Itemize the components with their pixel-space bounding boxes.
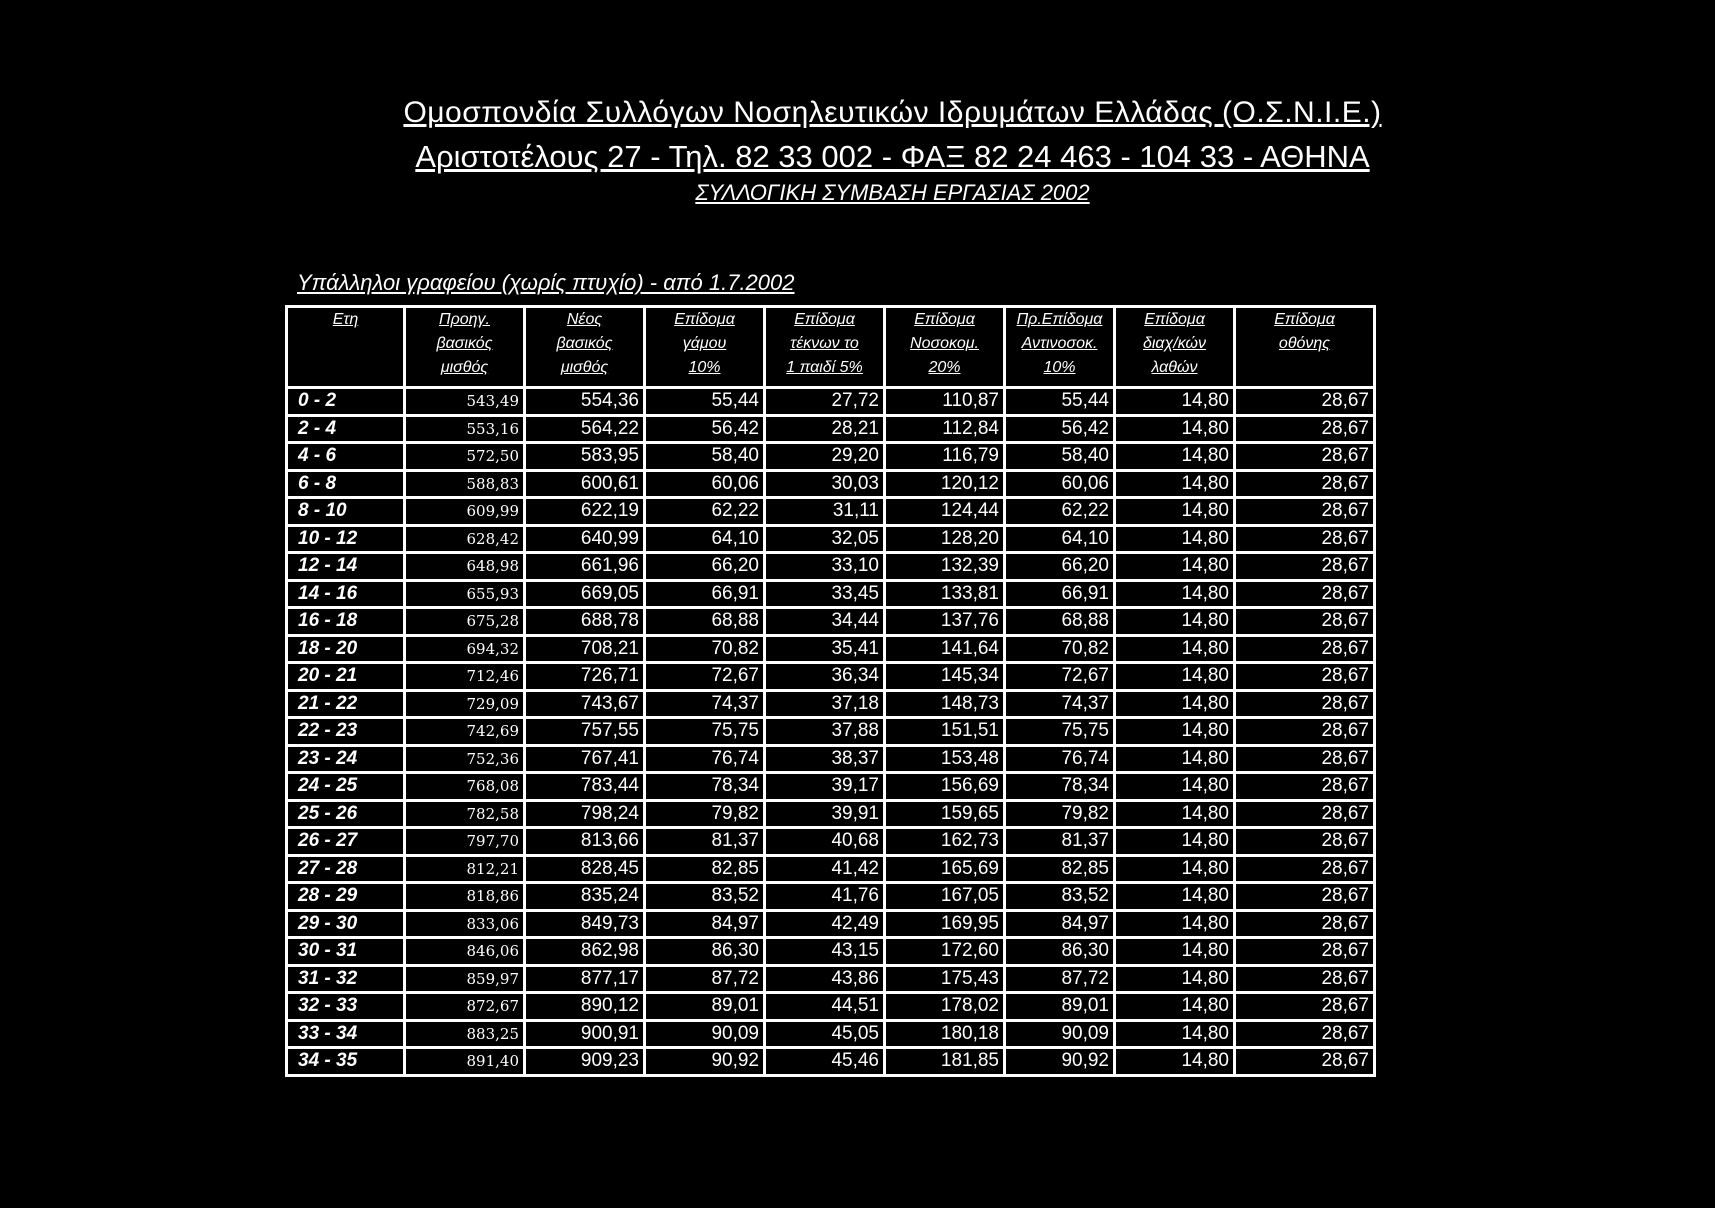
value-cell: 180,18 bbox=[885, 1020, 1005, 1048]
column-header-line: Νοσοκομ. bbox=[910, 335, 979, 352]
value-cell: 712,46 bbox=[405, 663, 525, 691]
value-cell: 162,73 bbox=[885, 828, 1005, 856]
value-cell: 41,76 bbox=[765, 883, 885, 911]
value-cell: 640,99 bbox=[525, 525, 645, 553]
table-row bbox=[287, 800, 1375, 828]
value-cell: 14,80 bbox=[1115, 718, 1235, 746]
value-cell: 148,73 bbox=[885, 690, 1005, 718]
value-cell: 28,67 bbox=[1235, 745, 1375, 773]
value-cell: 90,92 bbox=[1005, 1048, 1115, 1076]
years-cell: 10 - 12 bbox=[287, 525, 405, 553]
value-cell: 28,67 bbox=[1235, 718, 1375, 746]
value-cell: 14,80 bbox=[1115, 883, 1235, 911]
value-cell: 588,83 bbox=[405, 470, 525, 498]
table-row bbox=[287, 1048, 1375, 1076]
column-header-line: Ετη bbox=[332, 311, 359, 328]
column-header-line: Αντινοσοκ. bbox=[1021, 335, 1098, 352]
value-cell: 891,40 bbox=[405, 1048, 525, 1076]
value-cell: 833,06 bbox=[405, 910, 525, 938]
value-cell: 116,79 bbox=[885, 443, 1005, 471]
table-row bbox=[287, 993, 1375, 1021]
value-cell: 86,30 bbox=[645, 938, 765, 966]
value-cell: 38,37 bbox=[765, 745, 885, 773]
value-cell: 28,67 bbox=[1235, 883, 1375, 911]
value-cell: 175,43 bbox=[885, 965, 1005, 993]
value-cell: 797,70 bbox=[405, 828, 525, 856]
value-cell: 694,32 bbox=[405, 635, 525, 663]
table-row bbox=[287, 443, 1375, 471]
value-cell: 40,68 bbox=[765, 828, 885, 856]
value-cell: 68,88 bbox=[1005, 608, 1115, 636]
value-cell: 849,73 bbox=[525, 910, 645, 938]
table-row bbox=[287, 388, 1375, 416]
value-cell: 14,80 bbox=[1115, 1020, 1235, 1048]
value-cell: 62,22 bbox=[645, 498, 765, 526]
value-cell: 859,97 bbox=[405, 965, 525, 993]
column-header-7 bbox=[1115, 307, 1235, 388]
value-cell: 609,99 bbox=[405, 498, 525, 526]
column-header-line: μισθός bbox=[560, 359, 609, 376]
value-cell: 90,09 bbox=[1005, 1020, 1115, 1048]
table-row bbox=[287, 965, 1375, 993]
value-cell: 78,34 bbox=[645, 773, 765, 801]
value-cell: 133,81 bbox=[885, 580, 1005, 608]
column-header-line: 10% bbox=[1043, 359, 1076, 376]
table-row bbox=[287, 773, 1375, 801]
value-cell: 872,67 bbox=[405, 993, 525, 1021]
value-cell: 28,67 bbox=[1235, 938, 1375, 966]
value-cell: 14,80 bbox=[1115, 388, 1235, 416]
value-cell: 28,21 bbox=[765, 415, 885, 443]
years-cell: 23 - 24 bbox=[287, 745, 405, 773]
value-cell: 14,80 bbox=[1115, 580, 1235, 608]
value-cell: 178,02 bbox=[885, 993, 1005, 1021]
value-cell: 90,92 bbox=[645, 1048, 765, 1076]
value-cell: 883,25 bbox=[405, 1020, 525, 1048]
table-row bbox=[287, 690, 1375, 718]
value-cell: 628,42 bbox=[405, 525, 525, 553]
federation-title: Ομοσπονδία Συλλόγων Νοσηλευτικών Ιδρυμάτων Ελλάδας (Ο.Σ.Ν.Ι.Ε.) bbox=[403, 96, 1382, 129]
value-cell: 66,20 bbox=[645, 553, 765, 581]
value-cell: 128,20 bbox=[885, 525, 1005, 553]
years-cell: 2 - 4 bbox=[287, 415, 405, 443]
value-cell: 14,80 bbox=[1115, 635, 1235, 663]
value-cell: 27,72 bbox=[765, 388, 885, 416]
table-row bbox=[287, 828, 1375, 856]
value-cell: 14,80 bbox=[1115, 773, 1235, 801]
value-cell: 726,71 bbox=[525, 663, 645, 691]
years-cell: 0 - 2 bbox=[287, 388, 405, 416]
value-cell: 28,67 bbox=[1235, 388, 1375, 416]
value-cell: 82,85 bbox=[1005, 855, 1115, 883]
value-cell: 14,80 bbox=[1115, 1048, 1235, 1076]
column-header-0 bbox=[287, 307, 405, 388]
value-cell: 66,91 bbox=[645, 580, 765, 608]
years-cell: 26 - 27 bbox=[287, 828, 405, 856]
value-cell: 153,48 bbox=[885, 745, 1005, 773]
value-cell: 58,40 bbox=[1005, 443, 1115, 471]
value-cell: 44,51 bbox=[765, 993, 885, 1021]
value-cell: 890,12 bbox=[525, 993, 645, 1021]
value-cell: 120,12 bbox=[885, 470, 1005, 498]
value-cell: 798,24 bbox=[525, 800, 645, 828]
value-cell: 78,34 bbox=[1005, 773, 1115, 801]
value-cell: 35,41 bbox=[765, 635, 885, 663]
value-cell: 37,18 bbox=[765, 690, 885, 718]
table-row bbox=[287, 938, 1375, 966]
value-cell: 28,67 bbox=[1235, 525, 1375, 553]
value-cell: 813,66 bbox=[525, 828, 645, 856]
column-header-6 bbox=[1005, 307, 1115, 388]
value-cell: 60,06 bbox=[1005, 470, 1115, 498]
value-cell: 28,67 bbox=[1235, 855, 1375, 883]
value-cell: 34,44 bbox=[765, 608, 885, 636]
value-cell: 14,80 bbox=[1115, 855, 1235, 883]
column-header-line: Επίδομα bbox=[914, 311, 975, 328]
years-cell: 14 - 16 bbox=[287, 580, 405, 608]
value-cell: 818,86 bbox=[405, 883, 525, 911]
value-cell: 41,42 bbox=[765, 855, 885, 883]
value-cell: 39,91 bbox=[765, 800, 885, 828]
value-cell: 622,19 bbox=[525, 498, 645, 526]
value-cell: 14,80 bbox=[1115, 690, 1235, 718]
value-cell: 39,17 bbox=[765, 773, 885, 801]
years-cell: 8 - 10 bbox=[287, 498, 405, 526]
value-cell: 33,45 bbox=[765, 580, 885, 608]
value-cell: 14,80 bbox=[1115, 993, 1235, 1021]
column-header-line: λαθών bbox=[1151, 359, 1198, 376]
value-cell: 62,22 bbox=[1005, 498, 1115, 526]
value-cell: 76,74 bbox=[645, 745, 765, 773]
table-row bbox=[287, 635, 1375, 663]
value-cell: 708,21 bbox=[525, 635, 645, 663]
years-cell: 31 - 32 bbox=[287, 965, 405, 993]
value-cell: 36,34 bbox=[765, 663, 885, 691]
column-header-line: μισθός bbox=[440, 359, 489, 376]
years-cell: 33 - 34 bbox=[287, 1020, 405, 1048]
value-cell: 14,80 bbox=[1115, 828, 1235, 856]
value-cell: 28,67 bbox=[1235, 635, 1375, 663]
value-cell: 66,91 bbox=[1005, 580, 1115, 608]
value-cell: 14,80 bbox=[1115, 965, 1235, 993]
value-cell: 89,01 bbox=[645, 993, 765, 1021]
value-cell: 812,21 bbox=[405, 855, 525, 883]
table-row bbox=[287, 498, 1375, 526]
value-cell: 45,05 bbox=[765, 1020, 885, 1048]
column-header-8 bbox=[1235, 307, 1375, 388]
value-cell: 43,86 bbox=[765, 965, 885, 993]
years-cell: 20 - 21 bbox=[287, 663, 405, 691]
value-cell: 33,10 bbox=[765, 553, 885, 581]
value-cell: 165,69 bbox=[885, 855, 1005, 883]
value-cell: 14,80 bbox=[1115, 910, 1235, 938]
value-cell: 58,40 bbox=[645, 443, 765, 471]
value-cell: 729,09 bbox=[405, 690, 525, 718]
value-cell: 75,75 bbox=[1005, 718, 1115, 746]
value-cell: 64,10 bbox=[1005, 525, 1115, 553]
column-header-line: βασικός bbox=[436, 335, 493, 352]
value-cell: 14,80 bbox=[1115, 415, 1235, 443]
column-header-5 bbox=[885, 307, 1005, 388]
years-cell: 4 - 6 bbox=[287, 443, 405, 471]
years-cell: 21 - 22 bbox=[287, 690, 405, 718]
value-cell: 32,05 bbox=[765, 525, 885, 553]
value-cell: 14,80 bbox=[1115, 525, 1235, 553]
years-cell: 27 - 28 bbox=[287, 855, 405, 883]
value-cell: 543,49 bbox=[405, 388, 525, 416]
value-cell: 132,39 bbox=[885, 553, 1005, 581]
value-cell: 757,55 bbox=[525, 718, 645, 746]
value-cell: 743,67 bbox=[525, 690, 645, 718]
value-cell: 554,36 bbox=[525, 388, 645, 416]
value-cell: 28,67 bbox=[1235, 580, 1375, 608]
value-cell: 72,67 bbox=[645, 663, 765, 691]
value-cell: 79,82 bbox=[1005, 800, 1115, 828]
value-cell: 87,72 bbox=[645, 965, 765, 993]
value-cell: 28,67 bbox=[1235, 828, 1375, 856]
value-cell: 43,15 bbox=[765, 938, 885, 966]
value-cell: 572,50 bbox=[405, 443, 525, 471]
value-cell: 669,05 bbox=[525, 580, 645, 608]
column-header-line: Επίδομα bbox=[794, 311, 855, 328]
column-header-line: βασικός bbox=[556, 335, 613, 352]
years-cell: 28 - 29 bbox=[287, 883, 405, 911]
column-header-1 bbox=[405, 307, 525, 388]
value-cell: 81,37 bbox=[645, 828, 765, 856]
column-header-line: 10% bbox=[688, 359, 721, 376]
value-cell: 28,67 bbox=[1235, 1048, 1375, 1076]
column-header-3 bbox=[645, 307, 765, 388]
value-cell: 846,06 bbox=[405, 938, 525, 966]
value-cell: 752,36 bbox=[405, 745, 525, 773]
value-cell: 14,80 bbox=[1115, 498, 1235, 526]
years-cell: 22 - 23 bbox=[287, 718, 405, 746]
value-cell: 28,67 bbox=[1235, 663, 1375, 691]
years-cell: 29 - 30 bbox=[287, 910, 405, 938]
table-row bbox=[287, 525, 1375, 553]
years-cell: 32 - 33 bbox=[287, 993, 405, 1021]
value-cell: 828,45 bbox=[525, 855, 645, 883]
value-cell: 87,72 bbox=[1005, 965, 1115, 993]
value-cell: 159,65 bbox=[885, 800, 1005, 828]
value-cell: 81,37 bbox=[1005, 828, 1115, 856]
value-cell: 141,64 bbox=[885, 635, 1005, 663]
value-cell: 14,80 bbox=[1115, 745, 1235, 773]
column-header-line: Προηγ. bbox=[439, 311, 490, 328]
value-cell: 112,84 bbox=[885, 415, 1005, 443]
agreement-subtitle: ΣΥΛΛΟΓΙΚΗ ΣΥΜΒΑΣΗ ΕΡΓΑΣΙΑΣ 2002 bbox=[695, 180, 1090, 205]
value-cell: 835,24 bbox=[525, 883, 645, 911]
value-cell: 137,76 bbox=[885, 608, 1005, 636]
value-cell: 648,98 bbox=[405, 553, 525, 581]
table-row bbox=[287, 470, 1375, 498]
column-header-line: Επίδομα bbox=[1144, 311, 1205, 328]
value-cell: 72,67 bbox=[1005, 663, 1115, 691]
value-cell: 124,44 bbox=[885, 498, 1005, 526]
value-cell: 28,67 bbox=[1235, 910, 1375, 938]
value-cell: 14,80 bbox=[1115, 443, 1235, 471]
section-title: Υπάλληλοι γραφείου (χωρίς πτυχίο) - από 1.7.2002 bbox=[297, 270, 795, 295]
value-cell: 28,67 bbox=[1235, 443, 1375, 471]
value-cell: 74,37 bbox=[1005, 690, 1115, 718]
value-cell: 60,06 bbox=[645, 470, 765, 498]
value-cell: 28,67 bbox=[1235, 1020, 1375, 1048]
years-cell: 30 - 31 bbox=[287, 938, 405, 966]
value-cell: 169,95 bbox=[885, 910, 1005, 938]
table-row bbox=[287, 553, 1375, 581]
value-cell: 45,46 bbox=[765, 1048, 885, 1076]
value-cell: 75,75 bbox=[645, 718, 765, 746]
table-row bbox=[287, 745, 1375, 773]
value-cell: 14,80 bbox=[1115, 608, 1235, 636]
value-cell: 86,30 bbox=[1005, 938, 1115, 966]
value-cell: 37,88 bbox=[765, 718, 885, 746]
value-cell: 28,67 bbox=[1235, 470, 1375, 498]
years-cell: 34 - 35 bbox=[287, 1048, 405, 1076]
value-cell: 909,23 bbox=[525, 1048, 645, 1076]
value-cell: 30,03 bbox=[765, 470, 885, 498]
column-header-line: 20% bbox=[928, 359, 961, 376]
value-cell: 28,67 bbox=[1235, 965, 1375, 993]
header-row bbox=[287, 307, 1375, 388]
value-cell: 79,82 bbox=[645, 800, 765, 828]
value-cell: 64,10 bbox=[645, 525, 765, 553]
value-cell: 145,34 bbox=[885, 663, 1005, 691]
value-cell: 28,67 bbox=[1235, 415, 1375, 443]
column-header-line: τέκνων το bbox=[790, 335, 859, 352]
value-cell: 28,67 bbox=[1235, 553, 1375, 581]
value-cell: 70,82 bbox=[645, 635, 765, 663]
value-cell: 66,20 bbox=[1005, 553, 1115, 581]
table-row bbox=[287, 910, 1375, 938]
value-cell: 583,95 bbox=[525, 443, 645, 471]
value-cell: 76,74 bbox=[1005, 745, 1115, 773]
value-cell: 28,67 bbox=[1235, 800, 1375, 828]
value-cell: 661,96 bbox=[525, 553, 645, 581]
value-cell: 675,28 bbox=[405, 608, 525, 636]
value-cell: 28,67 bbox=[1235, 498, 1375, 526]
salary-table bbox=[285, 305, 1376, 1077]
column-header-line: Πρ.Επίδομα bbox=[1016, 311, 1103, 328]
value-cell: 31,11 bbox=[765, 498, 885, 526]
value-cell: 742,69 bbox=[405, 718, 525, 746]
value-cell: 55,44 bbox=[645, 388, 765, 416]
value-cell: 553,16 bbox=[405, 415, 525, 443]
value-cell: 862,98 bbox=[525, 938, 645, 966]
value-cell: 70,82 bbox=[1005, 635, 1115, 663]
years-cell: 16 - 18 bbox=[287, 608, 405, 636]
value-cell: 82,85 bbox=[645, 855, 765, 883]
years-cell: 25 - 26 bbox=[287, 800, 405, 828]
value-cell: 181,85 bbox=[885, 1048, 1005, 1076]
column-header-line: Νέος bbox=[566, 311, 603, 328]
value-cell: 688,78 bbox=[525, 608, 645, 636]
value-cell: 600,61 bbox=[525, 470, 645, 498]
column-header-line: οθόνης bbox=[1278, 335, 1331, 352]
column-header-4 bbox=[765, 307, 885, 388]
table-row bbox=[287, 883, 1375, 911]
value-cell: 83,52 bbox=[1005, 883, 1115, 911]
table-row bbox=[287, 1020, 1375, 1048]
years-cell: 24 - 25 bbox=[287, 773, 405, 801]
column-header-2 bbox=[525, 307, 645, 388]
value-cell: 14,80 bbox=[1115, 938, 1235, 966]
value-cell: 167,05 bbox=[885, 883, 1005, 911]
value-cell: 782,58 bbox=[405, 800, 525, 828]
value-cell: 84,97 bbox=[645, 910, 765, 938]
table-row bbox=[287, 718, 1375, 746]
column-header-line: γάμου bbox=[682, 335, 727, 352]
column-header-line: Επίδομα bbox=[674, 311, 735, 328]
value-cell: 14,80 bbox=[1115, 663, 1235, 691]
value-cell: 14,80 bbox=[1115, 470, 1235, 498]
value-cell: 29,20 bbox=[765, 443, 885, 471]
value-cell: 110,87 bbox=[885, 388, 1005, 416]
value-cell: 28,67 bbox=[1235, 608, 1375, 636]
value-cell: 767,41 bbox=[525, 745, 645, 773]
value-cell: 84,97 bbox=[1005, 910, 1115, 938]
value-cell: 768,08 bbox=[405, 773, 525, 801]
value-cell: 42,49 bbox=[765, 910, 885, 938]
value-cell: 14,80 bbox=[1115, 553, 1235, 581]
value-cell: 151,51 bbox=[885, 718, 1005, 746]
value-cell: 74,37 bbox=[645, 690, 765, 718]
column-header-line: 1 παιδί 5% bbox=[786, 359, 863, 376]
federation-address: Αριστοτέλους 27 - Τηλ. 82 33 002 - ΦΑΞ 82 24 463 - 104 33 - ΑΘΗΝΑ bbox=[415, 139, 1370, 174]
value-cell: 14,80 bbox=[1115, 800, 1235, 828]
value-cell: 68,88 bbox=[645, 608, 765, 636]
table-row bbox=[287, 415, 1375, 443]
table-row bbox=[287, 608, 1375, 636]
years-cell: 18 - 20 bbox=[287, 635, 405, 663]
value-cell: 89,01 bbox=[1005, 993, 1115, 1021]
column-header-line: διαχ/κών bbox=[1142, 335, 1206, 352]
value-cell: 655,93 bbox=[405, 580, 525, 608]
years-cell: 12 - 14 bbox=[287, 553, 405, 581]
value-cell: 90,09 bbox=[645, 1020, 765, 1048]
value-cell: 156,69 bbox=[885, 773, 1005, 801]
value-cell: 55,44 bbox=[1005, 388, 1115, 416]
table-row bbox=[287, 580, 1375, 608]
value-cell: 56,42 bbox=[645, 415, 765, 443]
years-cell: 6 - 8 bbox=[287, 470, 405, 498]
value-cell: 172,60 bbox=[885, 938, 1005, 966]
value-cell: 900,91 bbox=[525, 1020, 645, 1048]
value-cell: 56,42 bbox=[1005, 415, 1115, 443]
value-cell: 28,67 bbox=[1235, 773, 1375, 801]
column-header-line: Επίδομα bbox=[1274, 311, 1335, 328]
table-row bbox=[287, 663, 1375, 691]
value-cell: 564,22 bbox=[525, 415, 645, 443]
value-cell: 783,44 bbox=[525, 773, 645, 801]
value-cell: 28,67 bbox=[1235, 690, 1375, 718]
value-cell: 28,67 bbox=[1235, 993, 1375, 1021]
value-cell: 877,17 bbox=[525, 965, 645, 993]
value-cell: 83,52 bbox=[645, 883, 765, 911]
table-row bbox=[287, 855, 1375, 883]
